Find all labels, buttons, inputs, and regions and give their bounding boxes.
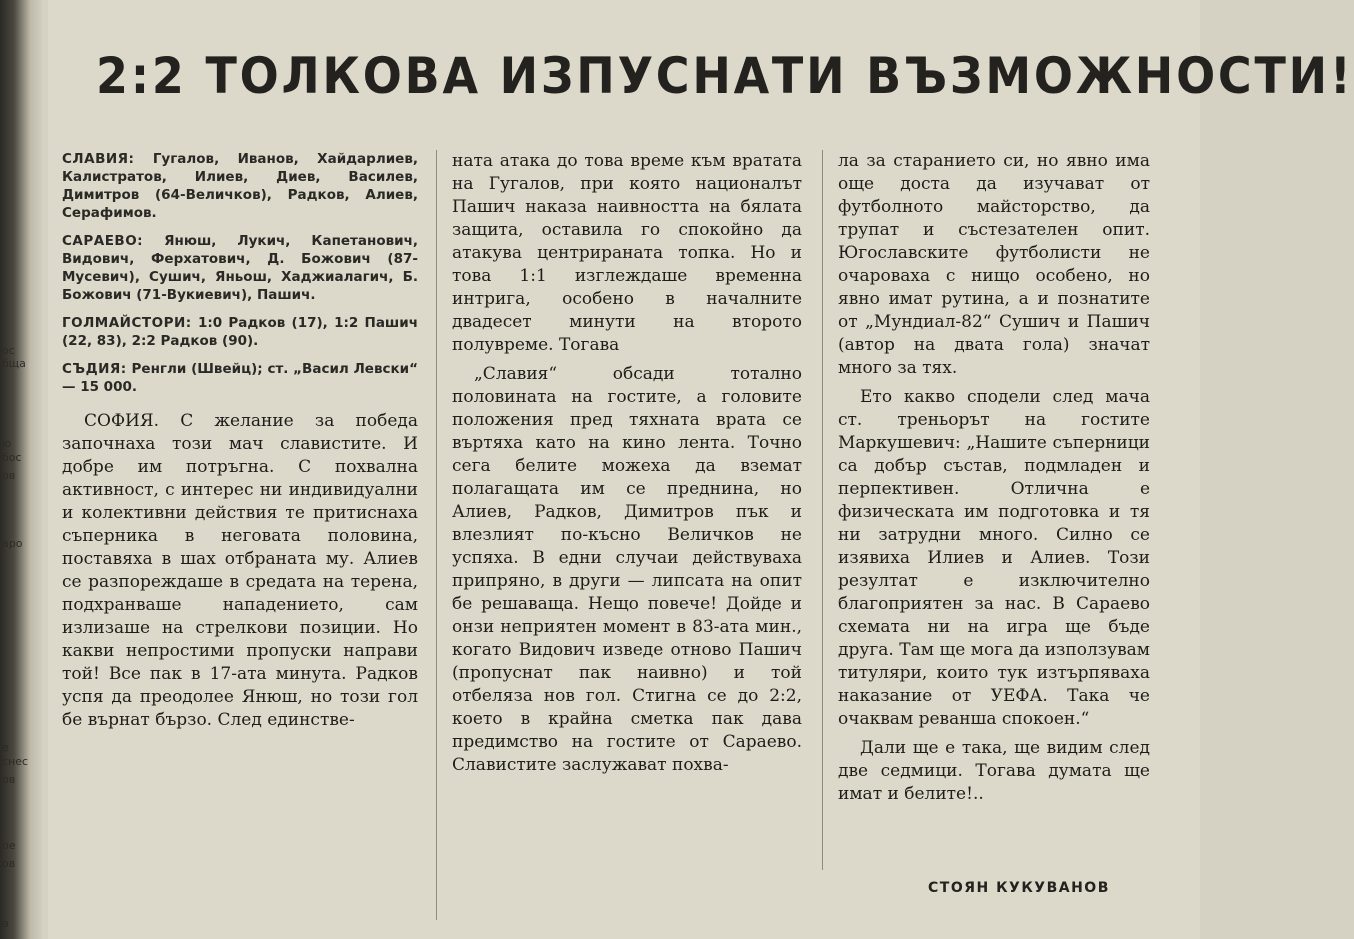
margin-fragment: ов — [2, 469, 16, 482]
column-1 — [62, 150, 418, 732]
column-2 — [452, 150, 802, 777]
column-3 — [838, 150, 1150, 806]
lineup-sarajevo-label: САРАЕВО: — [62, 233, 144, 249]
article-paragraph: Дали ще е така, ще видим след две седмици. Тогава думата ще имат и белите!.. — [838, 738, 1150, 804]
goalscorers-text: 1:0 Радков (17), 1:2 Пашич (22, 83), 2:2 Радков (90). — [62, 315, 418, 349]
article-paragraph: Ето какво сподели след мача ст. треньорът на гостите Маркушевич: „Нашите съперници са добър състав, подмладен и перпективен. Отлична е физическата им подготовка и тя ни затрудни много. Силно се изявиха Илиев и Алиев. Този резултат е изключително благоприятен за нас. В Сараево схемата ни на игра ще бъде друга. Там ще мога да използувам титуляри, които тук изтърпяваха наказание от УЕФА. Така че очаквам реванша спокоен.“ — [838, 387, 1150, 729]
margin-fragment: ов — [2, 773, 16, 786]
article-paragraph: ната атака до това време към вратата на Гугалов, при която националът Пашич наказа наивността на бялата защита, оставила го спокойно да атакува центрираната топка. Но и това 1:1 изглеждаше временна интрига, особено в началните двадесет минути на второто полувреме. Тогава — [452, 151, 802, 355]
adjacent-page-fragments — [0, 0, 48, 939]
margin-fragment: бща — [2, 357, 26, 370]
goalscorers — [62, 314, 418, 350]
article-paragraph: СОФИЯ. С желание за победа започнаха този мач славистите. И добре им потръгна. С похвална активност, с интерес ни индивидуални и колективни действия те притиснаха съперника в неговата половина, поставяха в шах отбраната му. Алиев се разпореждаше в средата на терена, подхранваше нападението, сам излизаше на стрелкови позиции. Но какви непростими пропуски направи той! Все пак в 17-ата минута. Радков успя да преодолее Янюш, но този гол бе върнат бързо. След единстве- — [62, 411, 418, 730]
referee-venue — [62, 360, 418, 396]
lineup-sarajevo — [62, 232, 418, 304]
goalscorers-label: ГОЛМАЙСТОРИ: — [62, 315, 192, 331]
lineup-sarajevo-players: Янюш, Лукич, Капетанович, Видович, Ферхатович, Д. Божович (87-Мусевич), Сушич, Яньош, Хаджиалагич, Б. Божович (71-Вукиевич), Пашич. — [62, 233, 418, 303]
lineup-slavia-players: Гугалов, Иванов, Хайдарлиев, Калистратов, Илиев, Диев, Василев, Димитров (64-Величков), Радков, Алиев, Серафимов. — [62, 151, 419, 221]
margin-fragment: снес — [2, 755, 29, 768]
lineup-slavia — [62, 150, 418, 222]
margin-fragment: е — [2, 741, 9, 754]
margin-fragment: аро — [2, 537, 23, 550]
margin-fragment: а — [2, 917, 9, 930]
margin-fragment: ое — [2, 839, 16, 852]
margin-fragment: ос — [2, 344, 15, 357]
margin-fragment: бос — [2, 451, 22, 464]
article-paragraph: ла за старанието си, но явно има още доста да изучават от футболното майсторство, да трупат и състезателен опит. Югославските футболисти не очароваха с нищо особено, но явно имат рутина, а и познатите от „Мундиал-82“ Сушич и Пашич (автор на двата гола) значат много за тях. — [838, 151, 1150, 378]
author-byline: СТОЯН КУКУВАНОВ — [928, 880, 1110, 896]
margin-fragment: ов — [2, 857, 16, 870]
lineup-slavia-label: СЛАВИЯ: — [62, 151, 135, 167]
column-divider — [822, 150, 823, 870]
column-divider — [436, 150, 437, 920]
margin-fragment: ю — [2, 437, 12, 450]
article-headline: 2:2 ТОЛКОВА ИЗПУСНАТИ ВЪЗМОЖНОСТИ! — [96, 47, 1354, 105]
referee-label: СЪДИЯ: — [62, 361, 127, 377]
article-paragraph: „Славия“ обсади тотално половината на гостите, а головите положения пред тяхната врата се въртяха като на кино лента. Точно сега белите можеха да вземат полагащата им се преднина, но Алиев, Радков, Димитров пък и влезлият по-късно Величков не успяха. В едни случаи действуваха припряно, в други — липсата на опит бе решаваща. Нещо повече! Дойде и онзи неприятен момент в 83-ата мин., когато Видович изведе отново Пашич (пропуснат пак наивно) и той отбеляза нов гол. Стигна се до 2:2, което в крайна сметка пак дава предимство на гостите от Сараево. Славистите заслужават похва- — [452, 364, 802, 775]
referee-text: Ренгли (Швейц); ст. „Васил Левски“ — 15 000. — [62, 361, 418, 395]
